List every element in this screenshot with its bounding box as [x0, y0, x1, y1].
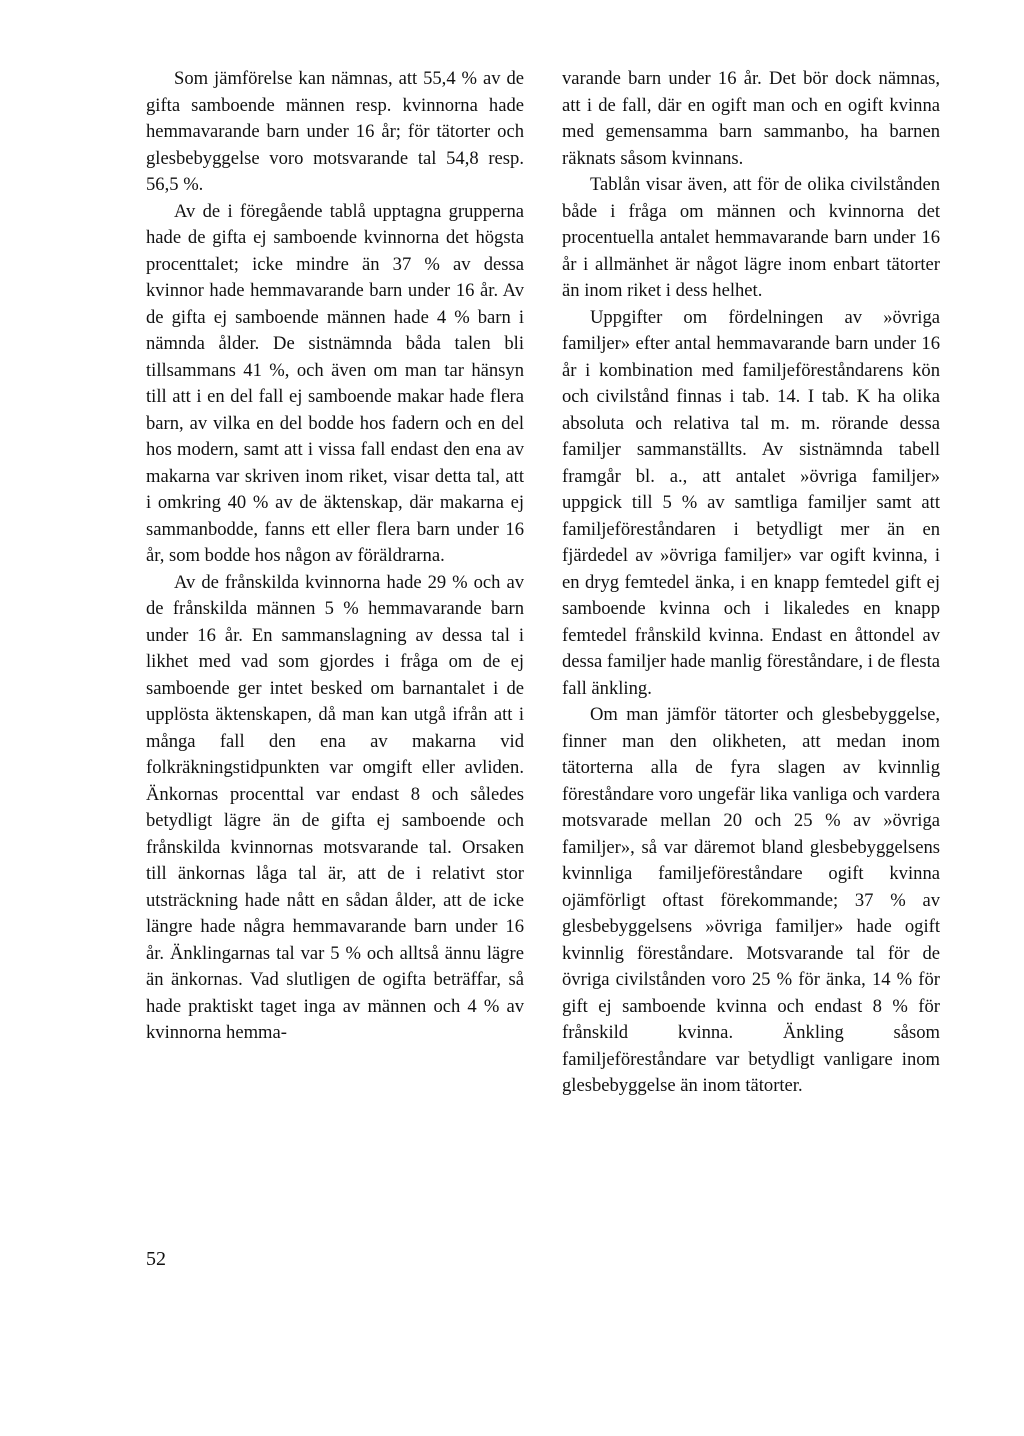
right-text-column	[562, 66, 940, 1100]
paragraph: Av de i föregående tablå upptagna grupperna hade de gifta ej samboende kvinnorna det högsta procenttalet; icke mindre än 37 % av dessa kvinnor hade hemmavarande barn under 16 år. Av de gifta ej samboende männen hade 4 % barn i nämnda ålder. De sistnämnda båda talen bli tillsammans 41 %, och även om man tar hänsyn till att i en del fall ej samboende makar hade flera barn, av vilka en del bodde hos fadern och en del hos modern, samt att i vissa fall endast den ena av makarna var skriven inom riket, visar detta tal, att i omkring 40 % av de äktenskap, där makarna ej sammanbodde, fanns ett eller flera barn under 16 år, som bodde hos någon av föräldrarna.	[146, 200, 524, 566]
paragraph: Av de frånskilda kvinnorna hade 29 % och av de frånskilda männen 5 % hemmavarande barn under 16 år. En sammanslagning av dessa tal i likhet med vad som gjordes i fråga om de ej samboende ger intet besked om barnantalet i de upplösta äktenskapen, då man kan utgå ifrån att i många fall den ena av makarna vid folkräkningstidpunkten var omgift eller avliden. Änkornas procenttal var endast 8 och således betydligt lägre än de gifta ej samboende och frånskilda kvinnornas motsvarande tal. Orsaken till änkornas låga tal är, att de i relativt stor utsträckning hade nått en sådan ålder, att de icke längre hade några hemmavarande barn under 16 år. Änklingarnas tal var 5 % och alltså ännu lägre än änkornas. Vad slutligen de ogifta beträffar, så hade praktiskt taget inga av männen och 4 % av kvinnorna hemma-	[146, 571, 524, 1043]
paragraph: Uppgifter om fördelningen av »övriga familjer» efter antal hemmavarande barn under 16 år i kombination med familjeföreståndarens kön och civilstånd finnas i tab. 14. I tab. K ha olika absoluta och relativa tal m. m. rörande dessa familjer sammanställts. Av sistnämnda tabell framgår bl. a., att antalet »övriga familjer» uppgick till 5 % av samtliga familjer samt att familjeföreståndaren i betydligt mer än en fjärdedel av »övriga familjer» var ogift kvinna, i en dryg femtedel änka, i en knapp femtedel gift ej samboende kvinna och i likaledes en knapp femtedel frånskild kvinna. Endast en åttondel av dessa familjer hade manlig föreståndare, i de flesta fall änkling.	[562, 306, 940, 699]
paragraph: Som jämförelse kan nämnas, att 55,4 % av de gifta samboende männen resp. kvinnorna hade hemmavarande barn under 16 år; för tätorter och glesbebyggelse voro motsvarande tal 54,8 resp. 56,5 %.	[146, 68, 524, 195]
paragraph: Tablån visar även, att för de olika civilstånden både i fråga om männen och kvinnorna det procentuella antalet hemmavarande barn under 16 år i allmänhet är något lägre inom enbart tätorter än inom riket i dess helhet.	[562, 174, 940, 301]
left-text-column	[146, 66, 524, 1047]
paragraph: Om man jämför tätorter och glesbebyggelse, finner man den olikheten, att medan inom tätorterna alla de fyra slagen av kvinnlig föreståndare voro ungefär lika vanliga och vardera motsvarade mellan 20 och 25 % av »övriga familjer», så var däremot bland glesbebyggelsens kvinnliga familjeföreståndare ogift kvinna ojämförligt oftast förekommande; 37 % av glesbebyggelsens »övriga familjer» hade ogift kvinnlig föreståndare. Motsvarande tal för de övriga civilstånden voro 25 % för änka, 14 % för gift ej samboende kvinna och endast 8 % för frånskild kvinna. Änkling såsom familjeföreståndare var betydligt vanligare inom glesbebyggelse än inom tätorter.	[562, 704, 940, 1096]
paragraph: varande barn under 16 år. Det bör dock nämnas, att i de fall, där en ogift man och en ogift kvinna med gemensamma barn sammanbo, ha barnen räknats såsom kvinnans.	[562, 68, 940, 169]
page-number: 52	[146, 1248, 166, 1270]
